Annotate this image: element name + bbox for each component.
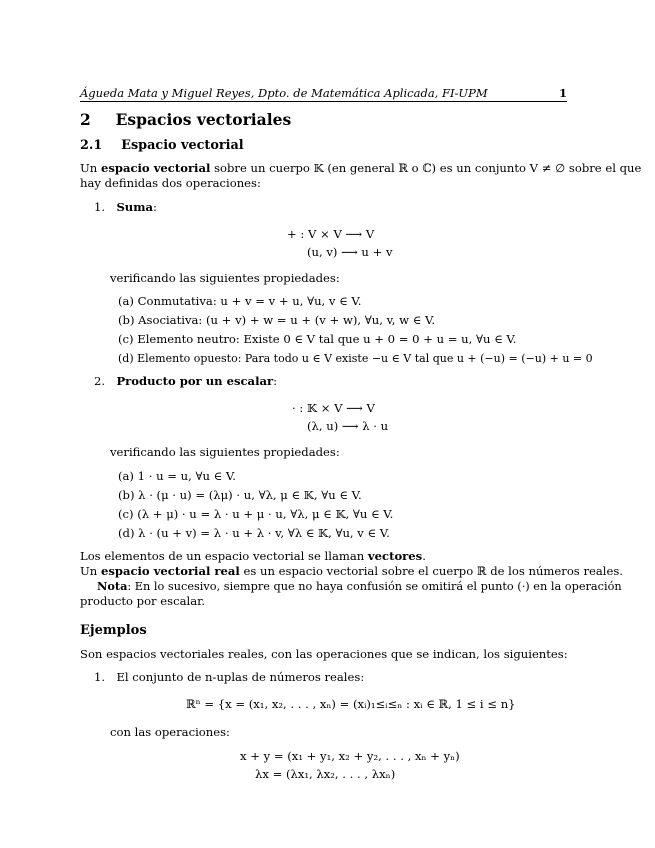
- term-espacio-real: espacio vectorial real: [100, 564, 240, 578]
- producto-eq-2: (λ, u) ⟶ λ · u: [307, 419, 389, 433]
- suma-prop: (a) Conmutativa: u + v = v + u, ∀u, v ∈ V.: [118, 294, 362, 308]
- suma-number: 1.: [94, 200, 106, 214]
- suma-colon: :: [153, 200, 157, 214]
- producto-prop: (c) (λ + μ) · u = λ · u + μ · u, ∀λ, μ ∈ 𝕂, ∀u ∈ V.: [118, 507, 394, 521]
- suma-label: Suma: [116, 200, 154, 214]
- intro-line-2: hay definidas dos operaciones:: [80, 176, 261, 190]
- rn-definition: ℝⁿ = {x = (x₁, x₂, . . . , xₙ) = (xᵢ)₁≤ᵢ≤ₙ : xᵢ ∈ ℝ, 1 ≤ i ≤ n}: [186, 697, 516, 711]
- page-number: 1: [558, 86, 567, 100]
- nota-line-2: producto por escalar.: [80, 594, 206, 608]
- intro-line-1: [80, 161, 641, 176]
- section-title: Espacios vectoriales: [115, 110, 292, 129]
- producto-number: 2.: [94, 374, 106, 388]
- ejemplos-intro: Son espacios vectoriales reales, con las operaciones que se indican, los siguientes:: [80, 647, 568, 661]
- producto-eq-1: · : 𝕂 × V ⟶ V: [292, 401, 375, 415]
- producto-prop: (b) λ · (μ · u) = (λμ) · u, ∀λ, μ ∈ 𝕂, ∀u ∈ V.: [118, 488, 362, 502]
- header-authors: Águeda Mata y Miguel Reyes, Dpto. de Matemática Aplicada, FI-UPM: [80, 86, 488, 100]
- nota-label: Nota: [97, 579, 128, 593]
- suma-props-intro: verificando las siguientes propiedades:: [110, 271, 340, 285]
- producto-colon: :: [273, 374, 278, 388]
- suma-eq-2: (u, v) ⟶ u + v: [307, 245, 393, 259]
- intro-text-rest: sobre un cuerpo 𝕂 (en general ℝ o ℂ) es un conjunto V ≠ ∅ sobre el que: [210, 161, 642, 175]
- section-number: 2: [80, 110, 91, 129]
- producto-label: Producto por un escalar: [116, 374, 274, 388]
- section-heading: [80, 110, 291, 129]
- ejemplos-heading: Ejemplos: [80, 623, 147, 638]
- op-sum: x + y = (x₁ + y₁, x₂ + y₂, . . . , xₙ + yₙ): [240, 749, 460, 763]
- producto-item: [94, 374, 277, 389]
- subsection-heading: [80, 138, 244, 153]
- ejemplo-item-1: 1. El conjunto de n-uplas de números reales:: [94, 670, 365, 684]
- term-vectores: vectores: [367, 549, 423, 563]
- suma-item: [94, 200, 157, 215]
- header-rule: [80, 101, 567, 102]
- suma-prop: (b) Asociativa: (u + v) + w = u + (v + w), ∀u, v, w ∈ V.: [118, 313, 436, 327]
- producto-prop: (d) λ · (u + v) = λ · u + λ · v, ∀λ ∈ 𝕂, ∀u, v ∈ V.: [118, 526, 390, 540]
- intro-term: espacio vectorial: [100, 161, 211, 175]
- running-header: [80, 86, 567, 100]
- op-scalar: λx = (λx₁, λx₂, . . . , λxₙ): [255, 767, 396, 781]
- ops-intro: con las operaciones:: [110, 725, 230, 739]
- suma-eq-1: + : V × V ⟶ V: [287, 227, 375, 241]
- intro-text: Un: [80, 161, 101, 175]
- vectores-line: Los elementos de un espacio vectorial se llaman vectores.: [80, 549, 426, 563]
- subsection-number: 2.1: [80, 138, 103, 153]
- real-line: Un espacio vectorial real es un espacio vectorial sobre el cuerpo ℝ de los números reales.: [80, 564, 623, 578]
- subsection-title: Espacio vectorial: [121, 138, 244, 153]
- producto-prop: (a) 1 · u = u, ∀u ∈ V.: [118, 469, 236, 483]
- suma-prop: (d) Elemento opuesto: Para todo u ∈ V existe −u ∈ V tal que u + (−u) = (−u) + u = 0: [118, 352, 593, 365]
- suma-prop: (c) Elemento neutro: Existe 0 ∈ V tal que u + 0 = 0 + u = u, ∀u ∈ V.: [118, 332, 517, 346]
- nota-line: Nota: En lo sucesivo, siempre que no haya confusión se omitirá el punto (·) en la operación: [97, 579, 622, 593]
- producto-props-intro: verificando las siguientes propiedades:: [110, 445, 340, 459]
